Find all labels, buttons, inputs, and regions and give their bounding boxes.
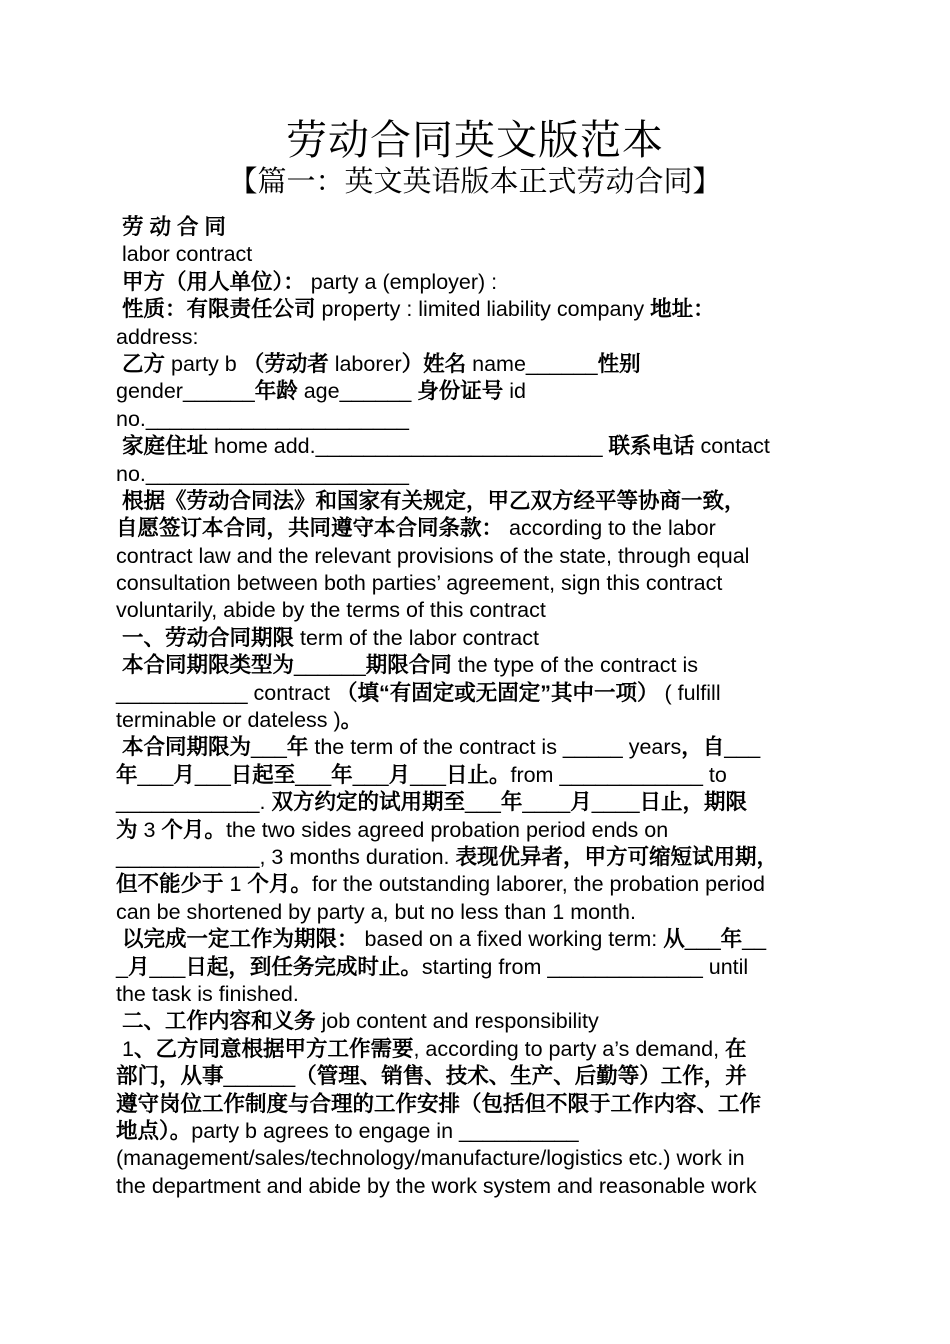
bold-text-segment: 。 xyxy=(340,708,363,733)
bold-text-segment: 双方约定的试用期至 xyxy=(271,790,465,815)
bold-text-segment: 家庭住址 xyxy=(122,434,209,459)
text-line xyxy=(116,461,846,488)
text-line xyxy=(116,324,846,351)
text-segment: home add.________________________ xyxy=(208,434,609,459)
bold-text-segment: 身份证号 xyxy=(417,379,504,404)
text-segment: id xyxy=(503,379,527,404)
bold-text-segment: 年 xyxy=(286,735,309,760)
text-segment: ___ xyxy=(410,762,446,787)
text-segment: ___ xyxy=(724,735,761,760)
bold-text-segment: 日起，到任务完成时止。 xyxy=(185,954,422,979)
text-line xyxy=(116,625,846,652)
text-line xyxy=(116,707,846,734)
text-line xyxy=(116,789,846,816)
text-segment: ___ xyxy=(352,762,389,787)
bold-text-segment: 性质：有限责任公司 xyxy=(122,297,316,322)
text-segment: for the outstanding laborer, the probation period xyxy=(311,872,765,897)
text-segment: 1 xyxy=(122,1036,134,1061)
bold-text-segment: （劳动者 xyxy=(242,351,329,376)
text-segment: the task is finished. xyxy=(116,981,299,1006)
text-segment: the term of the contract is _____ years xyxy=(308,735,682,760)
text-line xyxy=(116,680,846,707)
text-segment: based on a fixed working term: xyxy=(358,927,664,952)
text-segment: ___ xyxy=(251,735,287,760)
text-line xyxy=(116,1173,846,1200)
bold-text-segment: 日止，期限 xyxy=(639,790,748,815)
text-segment: terminable or dateless ) xyxy=(116,708,341,733)
text-line xyxy=(116,597,846,624)
text-segment: ____________, 3 months duration. xyxy=(116,844,456,869)
bold-text-segment: 年龄 xyxy=(254,379,298,404)
text-segment: gender______ xyxy=(116,379,255,404)
bold-text-segment: 月 xyxy=(127,954,150,979)
text-segment: ______ xyxy=(294,653,366,678)
text-line xyxy=(116,926,846,953)
text-line xyxy=(116,1091,846,1118)
text-line xyxy=(116,296,846,323)
text-line xyxy=(116,241,846,268)
bold-text-segment: ，自 xyxy=(681,735,725,760)
text-segment: labor contract xyxy=(122,242,253,267)
text-line xyxy=(116,1118,846,1145)
bold-text-segment: 年 xyxy=(720,927,743,952)
text-line xyxy=(116,762,846,789)
text-segment: age______ xyxy=(297,379,418,404)
text-line xyxy=(116,269,846,296)
bold-text-segment: 日止。 xyxy=(445,762,511,787)
text-line xyxy=(116,570,846,597)
text-line xyxy=(116,378,846,405)
text-segment: address: xyxy=(116,324,199,349)
text-segment: , according to party a’s demand, xyxy=(413,1036,726,1061)
text-segment: the type of the contract is xyxy=(451,653,698,678)
text-line xyxy=(116,488,846,515)
bold-text-segment: 本合同期限类型为 xyxy=(122,653,295,678)
text-line xyxy=(116,1036,846,1063)
text-segment: contract law and the relevant provisions of the state, through equal xyxy=(116,543,750,568)
text-segment: 3 xyxy=(137,817,162,842)
bold-text-segment: （管理、销售、技术、生产、后勤等）工作，并 xyxy=(295,1064,747,1089)
bold-text-segment: 个月。 xyxy=(161,817,226,842)
text-line xyxy=(116,543,846,570)
text-segment: ____ xyxy=(522,790,571,815)
text-segment: ___ xyxy=(149,954,186,979)
bold-text-segment: 劳 动 合 同 xyxy=(122,215,226,239)
text-line xyxy=(116,1008,846,1035)
text-segment: __ xyxy=(742,927,767,952)
text-segment: ______ xyxy=(223,1064,296,1089)
bold-text-segment: 表现优异者，甲方可缩短试用期， xyxy=(455,844,779,869)
bold-text-segment: 以完成一定工作为期限： xyxy=(122,927,359,952)
bold-text-segment: 年 xyxy=(500,790,523,815)
text-segment: ___ xyxy=(295,762,332,787)
text-segment: party b agrees to engage in __________ xyxy=(191,1118,579,1143)
bold-text-segment: 但不能少于 xyxy=(116,872,224,897)
text-segment: starting from _____________ until xyxy=(421,954,749,979)
text-segment: ____ xyxy=(591,790,640,815)
text-segment: ___ xyxy=(194,762,231,787)
contract-body xyxy=(116,214,846,1200)
text-line xyxy=(116,844,846,871)
bold-text-segment: 一、劳动合同期限 xyxy=(122,625,295,650)
text-segment: laborer xyxy=(328,351,402,376)
bold-text-segment: 从 xyxy=(663,927,685,952)
bold-text-segment: 日起至 xyxy=(230,762,296,787)
bold-text-segment: 本合同期限为 xyxy=(122,735,252,760)
text-line xyxy=(116,817,846,844)
text-segment: ___ xyxy=(684,927,721,952)
bold-text-segment: 年 xyxy=(116,762,138,787)
text-segment: according to the labor xyxy=(503,516,716,541)
bold-text-segment: 遵守岗位工作制度与合理的工作安排（包括但不限于工作内容、工作 xyxy=(116,1091,762,1116)
text-line xyxy=(116,406,846,433)
text-segment: party a (employer) : xyxy=(304,269,498,294)
text-segment: job content and responsibility xyxy=(315,1009,599,1034)
bold-text-segment: 期限合同 xyxy=(365,653,452,678)
text-segment: ___________ contract xyxy=(116,680,336,705)
bold-text-segment: 月 xyxy=(570,790,592,815)
bold-text-segment: 二、工作内容和义务 xyxy=(122,1009,316,1034)
text-segment: ( fulfill xyxy=(658,680,721,705)
text-segment: ___ xyxy=(137,762,174,787)
text-line xyxy=(116,1145,846,1172)
text-line xyxy=(116,954,846,981)
text-segment: consultation between both parties’ agreement, sign this contract xyxy=(116,571,723,596)
text-segment: name______ xyxy=(466,351,598,376)
text-line xyxy=(116,734,846,761)
bold-text-segment: 甲方（用人单位）： xyxy=(122,269,305,294)
text-segment: 1 xyxy=(223,872,248,897)
bold-text-segment: 联系电话 xyxy=(608,434,695,459)
bold-text-segment: 为 xyxy=(116,817,138,842)
text-line xyxy=(116,214,846,241)
text-line xyxy=(116,433,846,460)
text-segment: property : limited liability company xyxy=(315,297,651,322)
bold-text-segment: 年 xyxy=(331,762,353,787)
text-segment: ___ xyxy=(464,790,501,815)
text-line xyxy=(116,351,846,378)
bold-text-segment: 地点）。 xyxy=(116,1118,192,1143)
bold-text-segment: 、乙方同意根据甲方工作需要 xyxy=(133,1036,414,1061)
text-line xyxy=(116,1063,846,1090)
bold-text-segment: 自愿签订本合同，共同遵守本合同条款： xyxy=(116,516,504,541)
text-segment: contact xyxy=(694,434,770,459)
bold-text-segment: 月 xyxy=(173,762,195,787)
text-line xyxy=(116,899,846,926)
text-segment: no.______________________ xyxy=(116,406,409,431)
bold-text-segment: 地址： xyxy=(650,297,715,322)
text-segment: (management/sales/technology/manufacture/logistics etc.) work in xyxy=(116,1146,745,1171)
text-segment: from ____________ to xyxy=(510,762,727,787)
text-segment: the two sides agreed probation period ends on xyxy=(225,817,669,842)
text-line xyxy=(116,652,846,679)
bold-text-segment: 根据《劳动合同法》和国家有关规定，甲乙双方经平等协商一致， xyxy=(122,488,746,513)
bold-text-segment: 月 xyxy=(388,762,411,787)
text-segment: term of the labor contract xyxy=(294,625,539,650)
bold-text-segment: 在 xyxy=(725,1036,747,1061)
bold-text-segment: （填“有固定或无固定”其中一项） xyxy=(335,680,659,705)
bold-text-segment: 乙方 xyxy=(122,351,166,376)
text-segment: no.______________________ xyxy=(116,461,409,486)
document-title: 劳动合同英文版范本 xyxy=(286,117,664,163)
bold-text-segment: 部门，从事 xyxy=(116,1064,224,1089)
text-segment: ____________. xyxy=(116,790,272,815)
text-segment: can be shortened by party a, but no less than 1 month. xyxy=(116,899,636,924)
text-line xyxy=(116,871,846,898)
text-segment: _ xyxy=(116,954,128,979)
document-subtitle: 【篇一：英文英语版本正式劳动合同】 xyxy=(228,166,722,198)
text-line xyxy=(116,981,846,1008)
bold-text-segment: 性别 xyxy=(597,351,641,376)
bold-text-segment: ）姓名 xyxy=(401,351,467,376)
text-segment: party b xyxy=(165,351,243,376)
text-line xyxy=(116,515,846,542)
bold-text-segment: 个月。 xyxy=(247,872,312,897)
text-segment: voluntarily, abide by the terms of this contract xyxy=(116,598,546,623)
text-segment: the department and abide by the work system and reasonable work xyxy=(116,1173,757,1198)
